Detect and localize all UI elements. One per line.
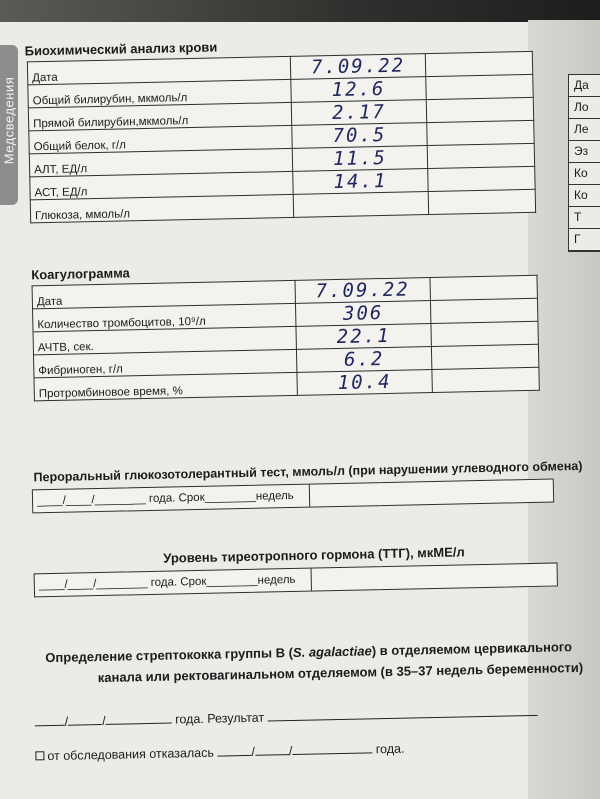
strep-title-line2: канала или ректовагинальном отделяемом (в 35–37 недель беременности) xyxy=(97,659,584,686)
row-label: Общий белок, г/л xyxy=(29,125,292,154)
handwritten-value[interactable]: 70.5 xyxy=(292,123,427,149)
empty-cell[interactable] xyxy=(431,321,538,346)
strep-title-part: ) в отделяемом цервикального xyxy=(371,639,573,659)
empty-cell[interactable] xyxy=(426,97,533,122)
handwritten-value[interactable]: 12.6 xyxy=(291,77,426,103)
row-label: Дата xyxy=(27,56,290,85)
section-tab-label: Медсведения xyxy=(1,76,17,165)
result-label: года. Результат xyxy=(174,710,265,727)
handwritten-value[interactable]: 2.17 xyxy=(291,100,426,126)
right-fragment: Эз xyxy=(569,141,600,163)
empty-cell[interactable] xyxy=(430,298,537,323)
year-blank[interactable] xyxy=(292,740,372,755)
row-label: Фибриноген, г/л xyxy=(33,349,296,378)
biochem-table xyxy=(27,51,536,224)
handwritten-value[interactable]: 14.1 xyxy=(293,169,428,195)
row-label: Общий билирубин, мкмоль/л xyxy=(28,79,291,108)
strep-result-line: / / года. Результат xyxy=(35,703,538,730)
right-fragment: Ко xyxy=(569,163,600,185)
gtt-field[interactable] xyxy=(32,478,554,513)
handwritten-value[interactable]: 22.1 xyxy=(296,324,431,350)
handwritten-value[interactable]: 11.5 xyxy=(292,146,427,172)
handwritten-value[interactable]: 10.4 xyxy=(297,370,432,396)
empty-cell[interactable] xyxy=(428,166,535,191)
gtt-date-line[interactable]: ____/____/________ года. Срок________недель xyxy=(33,485,310,513)
row-label: Протромбиновое время, % xyxy=(34,372,297,401)
right-fragment: Т xyxy=(569,207,600,229)
tsh-date-line[interactable]: ____/____/________ года. Срок________недель xyxy=(35,569,312,597)
refused-label: от обследования отказалась xyxy=(47,745,215,764)
row-label: Дата xyxy=(32,280,295,309)
empty-cell[interactable] xyxy=(427,120,534,145)
row-label: АЛТ, ЕД/л xyxy=(29,148,292,177)
right-fragment: Ко xyxy=(569,185,600,207)
gtt-title: Пероральный глюкозотолерантный тест, ммоль/л (при нарушении углеводного обмена) xyxy=(33,458,583,485)
row-label: АСТ, ЕД/л xyxy=(30,171,293,200)
month-blank[interactable] xyxy=(255,742,289,756)
year-blank[interactable] xyxy=(105,711,171,725)
year-label: года. xyxy=(375,741,405,757)
empty-cell[interactable] xyxy=(432,367,539,392)
coag-title: Коагулограмма xyxy=(31,265,130,283)
refused-checkbox[interactable] xyxy=(35,751,44,760)
handwritten-value[interactable]: 306 xyxy=(295,301,430,327)
handwritten-value[interactable]: 7.09.22 xyxy=(295,278,430,304)
empty-cell[interactable] xyxy=(428,189,535,214)
empty-cell[interactable] xyxy=(431,344,538,369)
right-fragment: Г xyxy=(569,229,600,251)
right-fragment: Ле xyxy=(569,119,600,141)
empty-cell[interactable] xyxy=(426,74,533,99)
tsh-title: Уровень тиреотропного гормона (ТТГ), мкМЕ/л xyxy=(163,544,465,566)
strep-title-part: Определение стрептококка группы В ( xyxy=(45,644,294,666)
empty-cell[interactable] xyxy=(430,275,537,300)
coag-table xyxy=(32,275,540,402)
row-label: Глюкоза, ммоль/л xyxy=(30,194,293,223)
result-blank[interactable] xyxy=(267,703,537,722)
right-fragment: Ло xyxy=(569,97,600,119)
day-blank[interactable] xyxy=(35,713,65,727)
handwritten-value[interactable]: 7.09.22 xyxy=(290,54,425,80)
tsh-field[interactable] xyxy=(34,562,558,597)
empty-cell[interactable] xyxy=(427,143,534,168)
empty-cell[interactable] xyxy=(425,51,532,76)
right-fragment: Да xyxy=(569,75,600,97)
row-label: Количество тромбоцитов, 10⁹/л xyxy=(33,303,296,332)
strep-refused-line: от обследования отказалась / / года. xyxy=(35,740,404,764)
handwritten-value[interactable] xyxy=(293,192,428,218)
row-label: Прямой билирубин,мкмоль/л xyxy=(28,102,291,131)
strep-species: S. agalactiae xyxy=(292,643,372,660)
biochem-title: Биохимический анализ крови xyxy=(24,39,218,59)
handwritten-value[interactable]: 6.2 xyxy=(296,347,431,373)
row-label: АЧТВ, сек. xyxy=(33,326,296,355)
day-blank[interactable] xyxy=(217,743,251,757)
month-blank[interactable] xyxy=(68,712,102,726)
